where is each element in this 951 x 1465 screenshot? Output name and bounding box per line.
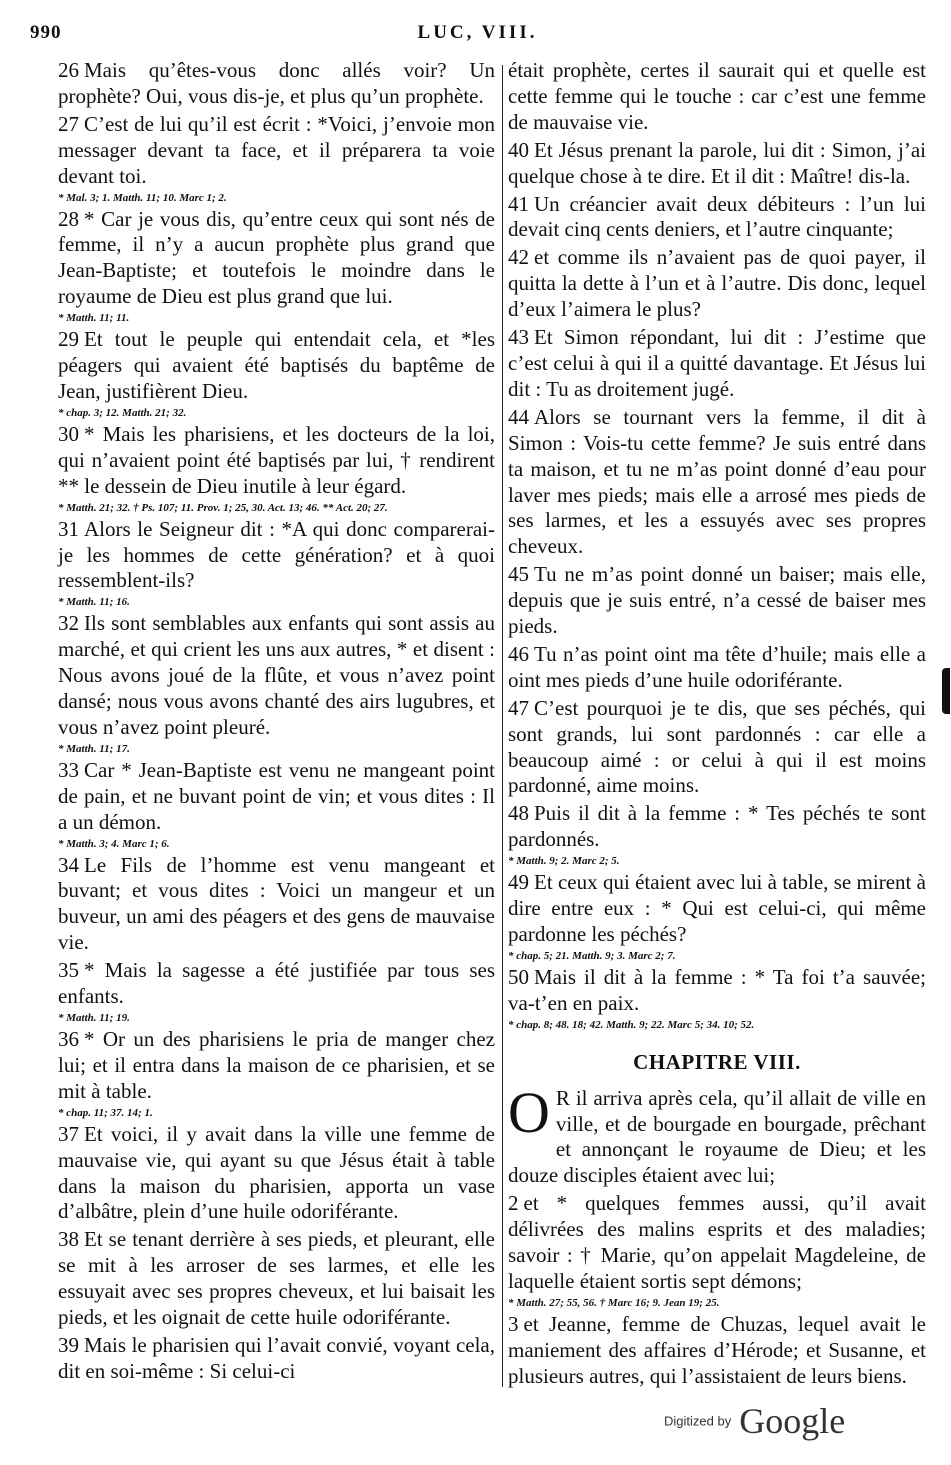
verse-text: et Jeanne, femme de Chuzas, lequel avait le maniement des affaires d’Hérode; et Susanne, et plusieurs autres, qui l’assistaient de leurs biens.	[508, 1311, 926, 1388]
verse-text: Tu n’as point oint ma tête d’huile; mais elle a oint mes pieds d’une huile odoriférante.	[508, 641, 926, 692]
verse	[58, 207, 495, 326]
verse	[58, 853, 495, 957]
cross-reference: * Matth. 9; 2. Marc 2; 5.	[508, 855, 620, 868]
verse-number: 50	[508, 964, 529, 989]
verse-number: 30	[58, 421, 79, 446]
verse-text: Et ceux qui étaient avec lui à table, se mirent à dire entre eux : * Qui est celui-ci, qui même pardonne les péchés?	[508, 870, 926, 946]
verse-number: 35	[58, 958, 79, 983]
verse-number: 40	[508, 137, 529, 162]
verse-number: 49	[508, 870, 529, 895]
verse	[508, 245, 926, 323]
chapter-first-verse: R il arriva après cela, qu’il allait de ville en ville, et de bourgade en bourgade, prêchant et annonçant le royaume de Dieu; et les douze disciples étaient avec lui;	[508, 1085, 926, 1188]
running-title: LUC, VIII.	[417, 22, 538, 43]
verse-text: Tu ne m’as point donné un baiser; mais elle, depuis que je suis entré, n’a cessé de baiser mes pieds.	[508, 562, 926, 639]
cross-reference: * Matth. 11; 17.	[58, 742, 130, 755]
verse	[58, 1227, 495, 1331]
verse	[508, 138, 926, 190]
verse-text: * Or un des pharisiens le pria de manger chez lui; et il entra dans la maison de ce pharisien, et se mit à table.	[58, 1027, 495, 1103]
chapter-opening	[508, 1079, 926, 1190]
verse-number: 36	[58, 1027, 79, 1051]
verse-number: 29	[58, 327, 79, 352]
verse	[58, 517, 495, 610]
cross-reference: * Matth. 3; 4. Marc 1; 6.	[58, 837, 170, 850]
verse-number: 3	[508, 1311, 519, 1336]
verse	[508, 1312, 926, 1390]
page-header	[30, 22, 925, 52]
verse-number: 2	[508, 1191, 519, 1216]
verse-number: 33	[58, 757, 79, 782]
verse-number: 46	[508, 641, 529, 666]
verse	[58, 58, 495, 110]
cross-reference: * Matth. 11; 19.	[58, 1012, 130, 1024]
verse	[508, 58, 926, 136]
verse-text: Mais le pharisien qui l’avait convié, voyant cela, dit en soi-même : Si celui-ci	[58, 1332, 495, 1383]
verse-text: Puis il dit à la femme : * Tes péchés te sont pardonnés.	[508, 801, 926, 852]
cross-reference: * chap. 11; 37. 14; 1.	[58, 1106, 153, 1119]
verse-text: Mais qu’êtes-vous donc allés voir? Un prophète? Oui, vous dis-je, et plus qu’un prophète.	[58, 58, 495, 108]
verse-text: Et Simon répondant, lui dit : J’estime que c’est celui à qui il a quitté davantage. Et Jésus lui dit : Tu as droitement jugé.	[508, 325, 926, 401]
digitized-by-label: Digitized by	[664, 1413, 732, 1429]
verse-text: * Mais les pharisiens, et les docteurs de la loi, qui n’avaient point été baptisés par lui, † rendirent ** le dessein de Dieu inutile à leur égard.	[58, 421, 495, 498]
verse-number: 47	[508, 695, 529, 720]
verse-text: Et se tenant derrière à ses pieds, et pleurant, elle se mit à les arroser de ses larmes, et elle les essuyait avec ses propres cheveux, et lui baisait les pieds, et les oignait de cette huile odoriférante.	[58, 1227, 495, 1330]
verse-text: Un créancier avait deux débiteurs : l’un lui devait cinq cents deniers, et l’autre cinquante;	[508, 191, 926, 242]
cross-reference: * chap. 5; 21. Matth. 9; 3. Marc 2; 7.	[508, 949, 676, 962]
verse-text: et * quelques femmes aussi, qu’il avait délivrées des malins esprits et des maladies; savoir : † Marie, qu’on appelait Magdeleine, de laquelle étaient sortis sept démons;	[508, 1191, 926, 1293]
verse-number: 31	[58, 516, 79, 541]
verse	[508, 642, 926, 694]
verse	[58, 422, 495, 515]
verse-text: Mais il dit à la femme : * Ta foi t’a sauvée; va-t’en en paix.	[508, 964, 926, 1015]
verse-text: était prophète, certes il saurait qui et quelle est cette femme qui le touche : car c’est une femme de mauvaise vie.	[508, 58, 926, 134]
verse-text: Et voici, il y avait dans la ville une femme de mauvaise vie, qui ayant su que Jésus était à table dans la maison du pharisien, apporta un vase d’albâtre, plein d’une huile odoriférante.	[58, 1121, 495, 1224]
verse-number: 28	[58, 206, 79, 231]
verse-number: 44	[508, 404, 529, 429]
cross-reference: * Matth. 11; 16.	[58, 596, 130, 609]
verse-number: 42	[508, 245, 529, 270]
verse	[508, 965, 926, 1032]
verse-text: C’est de lui qu’il est écrit : *Voici, j’envoie mon messager devant ta face, et il préparera ta voie devant toi.	[58, 111, 495, 188]
verse	[508, 870, 926, 963]
cross-reference: * chap. 3; 12. Matth. 21; 32.	[58, 406, 187, 419]
text-columns	[0, 58, 951, 1398]
cross-reference: * chap. 8; 48. 18; 42. Matth. 9; 22. Marc 5; 34. 10; 52.	[508, 1018, 755, 1031]
verse-text: Car * Jean-Baptiste est venu ne mangeant point de pain, et ne buvant point de vin; et vous dites : Il a un démon.	[58, 757, 495, 834]
verse	[58, 758, 495, 851]
verse-number: 39	[58, 1332, 79, 1357]
verse-number: 26	[58, 58, 79, 82]
verse	[58, 1027, 495, 1120]
chapter-title: CHAPITRE VIII.	[633, 1049, 801, 1074]
cross-reference: * Matth. 11; 11.	[58, 312, 130, 325]
verse-text: Et tout le peuple qui entendait cela, et *les péagers qui avaient été baptisés du baptême de Jean, justifièrent Dieu.	[58, 327, 495, 403]
verse-text: Alors se tournant vers la femme, il dit à Simon : Vois-tu cette femme? Je suis entré dans ta maison, et tu ne m’as point donné d’eau pour laver mes pieds; mais elle a arrosé mes pieds de ses larmes, et les a essuyés avec ses propres cheveux.	[508, 404, 926, 559]
page-number: 990	[30, 22, 62, 43]
verse-number: 45	[508, 562, 529, 587]
verse	[58, 611, 495, 756]
verse-text: * Car je vous dis, qu’entre ceux qui sont nés de femme, il n’y a aucun prophète plus grand que Jean-Baptiste; et toutefois le moindre dans le royaume de Dieu est plus grand que lui.	[58, 206, 495, 309]
scan-edge-mark	[942, 668, 950, 714]
verse-number: 38	[58, 1227, 79, 1252]
right-column	[508, 58, 926, 1392]
verse-text: Le Fils de l’homme est venu mangeant et buvant; et vous dites : Voici un mangeur et un buveur, un ami des péagers et des gens de mauvaise vie.	[58, 852, 495, 955]
left-column	[58, 58, 495, 1387]
verse	[508, 1191, 926, 1310]
verse	[508, 325, 926, 403]
cross-reference: * Matth. 27; 55, 56. † Marc 16; 9. Jean 19; 25.	[508, 1296, 720, 1309]
verse	[508, 696, 926, 800]
verse-number: 41	[508, 191, 529, 216]
verse-number: 27	[58, 111, 79, 136]
verse-text: Ils sont semblables aux enfants qui sont assis au marché, et qui crient les uns aux autres, * et disent : Nous avons joué de la flûte, et vous n’avez point dansé; nous vous avons chanté des airs lugubres, et vous n’avez point pleuré.	[58, 611, 495, 739]
verse-text: C’est pourquoi je te dis, que ses péchés, qui sont grands, lui sont pardonnés : car elle a beaucoup aimé : or celui à qui il est moins pardonné, aime moins.	[508, 695, 926, 798]
verse-number: 43	[508, 325, 529, 350]
verse	[58, 327, 495, 420]
verse-number: 34	[58, 852, 79, 877]
verse	[508, 562, 926, 640]
verse-number: 37	[58, 1121, 79, 1146]
verse-text: Et Jésus prenant la parole, lui dit : Simon, j’ai quelque chose à te dire. Et il dit : Maître! dis-la.	[508, 137, 926, 188]
verse	[58, 958, 495, 1025]
drop-cap: O	[508, 1079, 550, 1145]
verse-text: et comme ils n’avaient pas de quoi payer, il quitta la dette à l’un et à l’autre. Dis donc, lequel d’eux l’aimera le plus?	[508, 245, 926, 322]
google-logo: Google	[739, 1401, 846, 1441]
verse	[58, 1122, 495, 1226]
verse	[508, 801, 926, 868]
verse-number: 48	[508, 801, 529, 826]
verse-number: 32	[58, 611, 79, 636]
verse	[508, 192, 926, 244]
cross-reference: * Matth. 21; 32. † Ps. 107; 11. Prov. 1; 25, 30. Act. 13; 46. ** Act. 20; 27.	[58, 501, 388, 514]
verse	[58, 1333, 495, 1385]
digitized-footer	[664, 1400, 874, 1440]
cross-reference: * Mal. 3; 1. Matth. 11; 10. Marc 1; 2.	[58, 191, 227, 204]
verse-text: * Mais la sagesse a été justifiée par tous ses enfants.	[58, 958, 495, 1009]
verse-text: Alors le Seigneur dit : *A qui donc comparerai-je les hommes de cette génération? et à quoi ressemblent-ils?	[58, 516, 495, 593]
verse	[58, 112, 495, 205]
verse	[508, 405, 926, 560]
